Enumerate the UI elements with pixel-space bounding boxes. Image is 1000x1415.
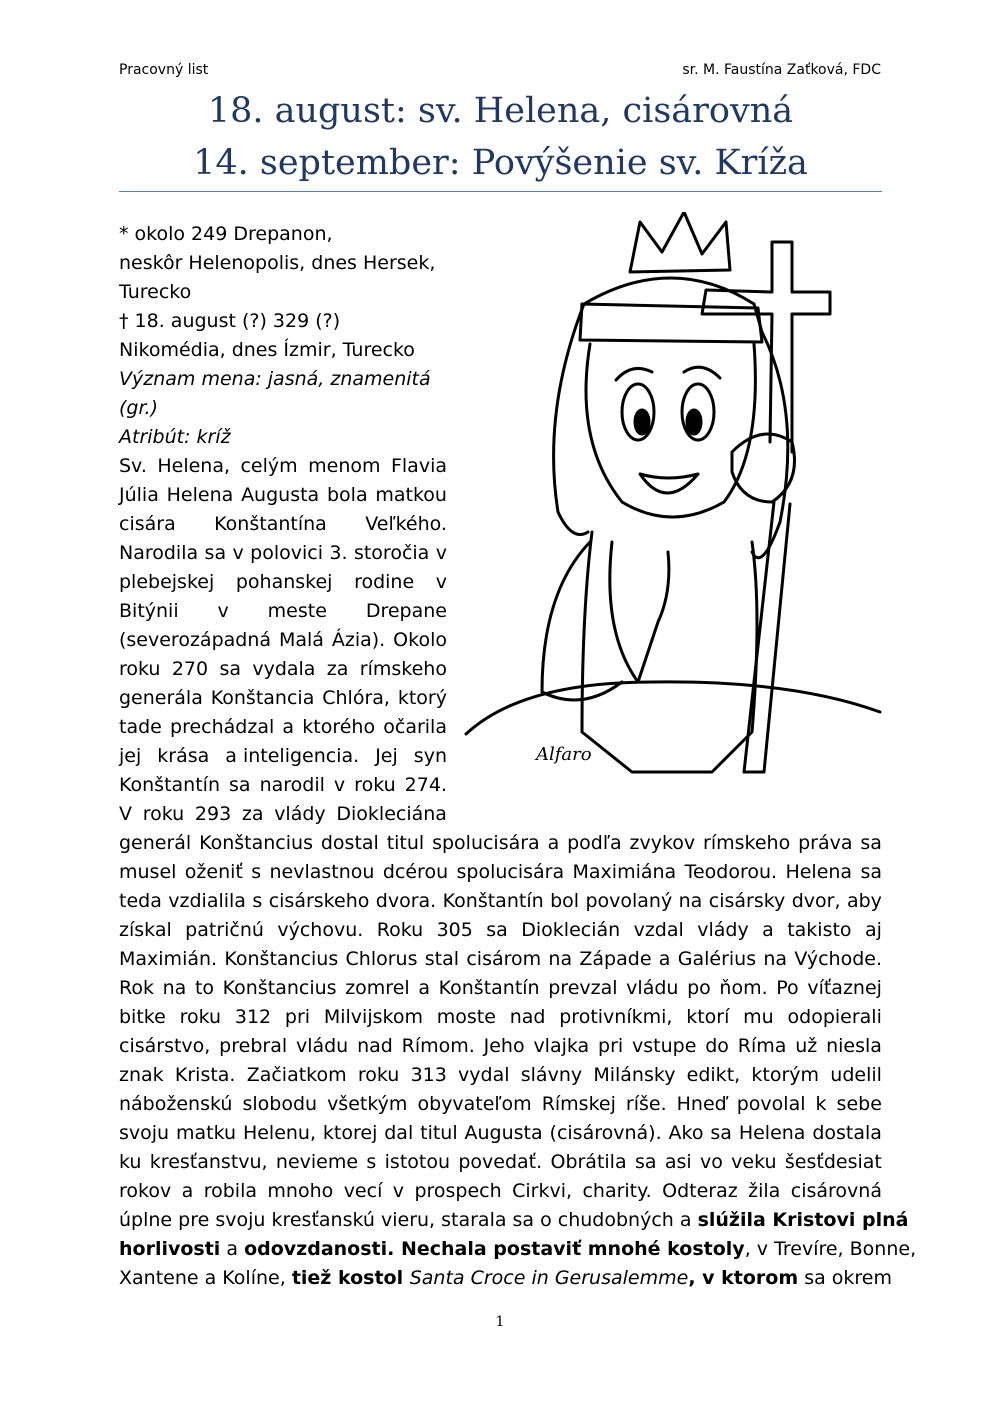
narrow-line bbox=[119, 771, 447, 800]
word: cisárovná bbox=[790, 1180, 882, 1202]
word: dvor, bbox=[791, 890, 841, 912]
word: Helena bbox=[785, 861, 853, 883]
narrow-line bbox=[119, 481, 447, 510]
word: k bbox=[815, 1093, 827, 1115]
word: vládu bbox=[626, 977, 679, 999]
word: niesla bbox=[826, 1035, 882, 1057]
word: Rímskej bbox=[541, 1093, 616, 1115]
word: zomrel bbox=[345, 977, 410, 999]
word: Konštantín bbox=[442, 890, 544, 912]
word: vecí bbox=[343, 1180, 383, 1202]
word: Po bbox=[776, 977, 799, 999]
text-line bbox=[119, 1003, 882, 1032]
word: výchovu. bbox=[277, 919, 364, 941]
word: slobodu bbox=[242, 1093, 318, 1115]
word: znak bbox=[119, 1064, 164, 1086]
word: v bbox=[333, 774, 346, 796]
word: bitke bbox=[119, 1006, 166, 1028]
word: nad bbox=[509, 1006, 546, 1028]
word: nevieme bbox=[275, 1151, 359, 1173]
word: na bbox=[763, 948, 788, 970]
word: cisárskeho bbox=[268, 890, 370, 912]
narrow-line bbox=[119, 539, 447, 568]
word: aj bbox=[864, 919, 882, 941]
word: na bbox=[678, 890, 703, 912]
word: Ázia). bbox=[331, 629, 386, 651]
word: Helena bbox=[166, 484, 234, 506]
text-line bbox=[119, 1148, 882, 1177]
word: sa bbox=[634, 1151, 657, 1173]
word: polovici bbox=[250, 542, 323, 564]
death-line-2: Nikomédia, dnes Ízmir, Turecko bbox=[119, 339, 415, 361]
word: ktorej bbox=[322, 1122, 378, 1144]
word: (severozápadná bbox=[119, 629, 272, 651]
text-line-15 bbox=[119, 1235, 917, 1264]
word: vydal bbox=[458, 1064, 510, 1086]
word: Flavia bbox=[390, 455, 447, 477]
word: Ako bbox=[668, 1122, 704, 1144]
word: rodine bbox=[354, 571, 415, 593]
word: sa bbox=[710, 1122, 732, 1144]
line15-bold-1: horlivosti bbox=[119, 1238, 221, 1260]
word: povedať. bbox=[458, 1151, 543, 1173]
word: cisársky bbox=[708, 890, 786, 912]
word: Dioklecián bbox=[521, 919, 621, 941]
word: a bbox=[418, 977, 430, 999]
word: zvykov bbox=[629, 832, 696, 854]
word: ňom. bbox=[719, 977, 768, 999]
word: Cirkvi, bbox=[512, 1180, 573, 1202]
word: sa bbox=[860, 861, 882, 883]
word: sa bbox=[860, 832, 882, 854]
word: roku bbox=[119, 658, 161, 680]
word: a bbox=[282, 716, 295, 738]
line14-bold: slúžila Kristovi plná bbox=[697, 1209, 909, 1231]
birth-line-2: neskôr Helenopolis, dnes Hersek, bbox=[119, 252, 436, 274]
word: (cisárovná). bbox=[549, 1122, 662, 1144]
word: s bbox=[252, 890, 263, 912]
st-helena-illustration bbox=[462, 212, 882, 802]
word: patričnú bbox=[185, 919, 264, 941]
word: ktorý bbox=[397, 687, 447, 709]
word: očarila bbox=[383, 716, 447, 738]
word: narodil bbox=[259, 774, 325, 796]
line15-text-2: , v Trevíre, Bonne, bbox=[744, 1238, 917, 1260]
word: Obrátila bbox=[550, 1151, 627, 1173]
word: robila bbox=[203, 1180, 257, 1202]
word: v bbox=[435, 542, 447, 564]
word: 3. bbox=[329, 542, 348, 564]
word: sebe bbox=[836, 1093, 882, 1115]
word: roku bbox=[179, 1006, 222, 1028]
word: Malá bbox=[278, 629, 324, 651]
word: dostala bbox=[812, 1122, 882, 1144]
word: prebral bbox=[219, 1035, 288, 1057]
word: vo bbox=[699, 1151, 723, 1173]
word: dcérou bbox=[382, 861, 449, 883]
word: Rímom. bbox=[401, 1035, 475, 1057]
word: bola bbox=[326, 484, 368, 506]
word: Diokleciána bbox=[336, 803, 447, 825]
word: Konštancia bbox=[210, 687, 315, 709]
word: Augusta bbox=[464, 1122, 543, 1144]
word: v bbox=[217, 600, 229, 622]
word: 312 bbox=[234, 1006, 272, 1028]
text-line bbox=[119, 1119, 882, 1148]
page-number: 1 bbox=[495, 1314, 505, 1330]
word: storočia bbox=[353, 542, 430, 564]
word: Milánsky bbox=[593, 1064, 676, 1086]
word: ktorým bbox=[751, 1064, 820, 1086]
word: titul bbox=[420, 1122, 458, 1144]
word: generála bbox=[119, 687, 203, 709]
word: ku bbox=[119, 1151, 142, 1173]
word: moste bbox=[436, 1006, 496, 1028]
word: Veľkého. bbox=[365, 513, 447, 535]
narrow-line bbox=[119, 452, 447, 481]
line14-text: úplne pre svoju kresťanskú vieru, starala sa o chudobných a bbox=[119, 1209, 698, 1231]
word: za bbox=[326, 658, 349, 680]
word: mnoho bbox=[267, 1180, 334, 1202]
facts-block bbox=[119, 220, 459, 452]
word: Rok bbox=[119, 977, 154, 999]
word: vlády bbox=[697, 919, 749, 941]
word: žila bbox=[748, 1180, 781, 1202]
word: Helena bbox=[738, 1122, 806, 1144]
word: syn bbox=[413, 745, 447, 767]
word: edikt, bbox=[686, 1064, 741, 1086]
word: Sv. bbox=[119, 455, 147, 477]
word: rokov bbox=[119, 1180, 172, 1202]
word: menom bbox=[308, 455, 381, 477]
word: kresťanstvu, bbox=[149, 1151, 268, 1173]
word: Helenu, bbox=[242, 1122, 317, 1144]
word: nevlastnou bbox=[269, 861, 375, 883]
word: sa bbox=[229, 774, 251, 796]
word: do bbox=[705, 1035, 729, 1057]
word: roku bbox=[142, 803, 185, 825]
line16-bold-2: , v ktorom bbox=[688, 1267, 799, 1289]
word: rímskeho bbox=[359, 658, 447, 680]
birth-line-3: Turecko bbox=[119, 281, 192, 303]
word: sa bbox=[486, 919, 508, 941]
word: sa bbox=[219, 658, 241, 680]
word: Konštancius bbox=[222, 977, 337, 999]
line15-text-1: a bbox=[220, 1238, 245, 1260]
word: oženiť bbox=[184, 861, 243, 883]
word: V bbox=[119, 803, 132, 825]
word: udelil bbox=[830, 1064, 882, 1086]
word: Hneď bbox=[676, 1093, 727, 1115]
headband bbox=[580, 304, 762, 342]
word: Konštantín bbox=[119, 774, 220, 796]
word: podľa bbox=[567, 832, 622, 854]
word: nad bbox=[357, 1035, 393, 1057]
word: matkou bbox=[375, 484, 447, 506]
word: jej bbox=[119, 745, 142, 767]
word: povolal bbox=[736, 1093, 806, 1115]
word: pohanskej bbox=[235, 571, 333, 593]
word: Maximián. bbox=[119, 948, 218, 970]
word: v bbox=[392, 1180, 405, 1202]
word: svoju bbox=[119, 1122, 170, 1144]
word: asi bbox=[664, 1151, 692, 1173]
word: Konštancius bbox=[199, 832, 313, 854]
word: Začiatkom bbox=[246, 1064, 347, 1086]
word: to bbox=[194, 977, 215, 999]
word: spolucisára bbox=[456, 861, 565, 883]
word: vládu bbox=[295, 1035, 349, 1057]
word: vzdialila bbox=[168, 890, 246, 912]
word: Okolo bbox=[393, 629, 447, 651]
text-line bbox=[119, 974, 882, 1003]
word: Chlóra, bbox=[322, 687, 390, 709]
text-line bbox=[119, 1032, 882, 1061]
word: aby bbox=[846, 890, 882, 912]
word: získal bbox=[119, 919, 172, 941]
title-line-1: 18. august: sv. Helena, cisárovná bbox=[207, 91, 794, 131]
face bbox=[586, 344, 755, 517]
line16-text-2: sa okrem bbox=[798, 1267, 892, 1289]
word: Narodila bbox=[119, 542, 199, 564]
word: po bbox=[687, 977, 711, 999]
attribute-line: Atribút: kríž bbox=[119, 426, 231, 448]
word: plebejskej bbox=[119, 571, 215, 593]
signature: Alfaro bbox=[536, 744, 592, 765]
word: ktorého bbox=[302, 716, 376, 738]
word: celým bbox=[240, 455, 298, 477]
word: vydala bbox=[252, 658, 316, 680]
word: s bbox=[366, 1151, 377, 1173]
narrow-line bbox=[119, 626, 447, 655]
text-line bbox=[119, 916, 882, 945]
word: všetkým bbox=[327, 1093, 408, 1115]
word: na bbox=[162, 977, 187, 999]
word: Ríma bbox=[737, 1035, 787, 1057]
word: musel bbox=[119, 861, 177, 883]
meaning-line-2: (gr.) bbox=[119, 397, 158, 419]
word: vlajka bbox=[533, 1035, 590, 1057]
narrow-line bbox=[119, 800, 447, 829]
death-line-1: † 18. august (?) 329 (?) bbox=[119, 310, 341, 332]
mouth bbox=[640, 474, 698, 493]
word: vzdal bbox=[633, 919, 684, 941]
ground-line bbox=[466, 682, 880, 734]
word: cisára bbox=[119, 513, 176, 535]
word: odopierali bbox=[787, 1006, 882, 1028]
narrow-line bbox=[119, 510, 447, 539]
word: Milvijskom bbox=[323, 1006, 423, 1028]
title-line-2: 14. september: Povýšenie sv. Kríža bbox=[193, 143, 808, 183]
header-left: Pracovný list bbox=[119, 62, 209, 78]
word: 313 bbox=[410, 1064, 447, 1086]
word: vstupe bbox=[632, 1035, 697, 1057]
word: šesťdesiat bbox=[784, 1151, 882, 1173]
word: meste bbox=[267, 600, 327, 622]
narrow-line bbox=[119, 684, 447, 713]
word: a bbox=[181, 1180, 194, 1202]
word: stal bbox=[424, 948, 460, 970]
word: víťaznej bbox=[807, 977, 882, 999]
word: v bbox=[232, 542, 244, 564]
word: za bbox=[241, 803, 264, 825]
word: prevzal bbox=[548, 977, 618, 999]
line16-italic: Santa Croce in Gerusalemme bbox=[409, 1267, 689, 1289]
word: takisto bbox=[787, 919, 852, 941]
word: cisárom bbox=[466, 948, 542, 970]
text-line bbox=[119, 945, 882, 974]
word: Východe. bbox=[794, 948, 882, 970]
crown bbox=[630, 212, 730, 272]
word: Maximiána bbox=[572, 861, 677, 883]
text-line-16 bbox=[119, 1264, 892, 1293]
narrow-line bbox=[119, 713, 447, 742]
word: istotou bbox=[384, 1151, 451, 1173]
title-rule bbox=[119, 191, 882, 192]
word: rímskeho bbox=[703, 832, 791, 854]
word: 274. bbox=[404, 774, 447, 796]
word: s bbox=[251, 861, 262, 883]
word: a bbox=[547, 832, 560, 854]
word: Roku bbox=[376, 919, 424, 941]
word: Krista. bbox=[174, 1064, 236, 1086]
word: na bbox=[548, 948, 573, 970]
birth-line-1: * okolo 249 Drepanon, bbox=[119, 223, 333, 245]
narrow-line bbox=[119, 568, 447, 597]
word: slávny bbox=[520, 1064, 583, 1086]
narrow-line bbox=[119, 597, 447, 626]
word: dal bbox=[384, 1122, 414, 1144]
word: Konštantína bbox=[214, 513, 327, 535]
word: roku bbox=[354, 774, 396, 796]
word: spolucisára bbox=[432, 832, 540, 854]
word: Jeho bbox=[483, 1035, 525, 1057]
word: a bbox=[658, 948, 671, 970]
word: ktorí bbox=[686, 1006, 730, 1028]
word: Jej bbox=[375, 745, 398, 767]
narrow-paragraph bbox=[119, 452, 447, 829]
word: 270 bbox=[171, 658, 209, 680]
word: práva bbox=[798, 832, 853, 854]
meaning-line-1: Význam mena: jasná, znamenitá bbox=[119, 368, 431, 390]
word: Helena, bbox=[157, 455, 231, 477]
word: Konštancius bbox=[224, 948, 339, 970]
line16-bold-1: tiež kostol bbox=[291, 1267, 410, 1289]
word: Bitýnii bbox=[119, 600, 179, 622]
text-line-14 bbox=[119, 1206, 909, 1235]
text-line bbox=[119, 887, 882, 916]
word: Západe bbox=[579, 948, 652, 970]
word: veku bbox=[731, 1151, 777, 1173]
word: generál bbox=[119, 832, 192, 854]
word: Galérius bbox=[677, 948, 757, 970]
word: sa bbox=[204, 542, 227, 564]
word: v bbox=[435, 571, 447, 593]
full-paragraph bbox=[119, 829, 917, 1293]
text-line bbox=[119, 1090, 882, 1119]
word: už bbox=[795, 1035, 818, 1057]
text-line bbox=[119, 1061, 882, 1090]
word: Drepane bbox=[365, 600, 447, 622]
word: prospech bbox=[414, 1180, 502, 1202]
word: pri bbox=[284, 1006, 311, 1028]
word: náboženskú bbox=[119, 1093, 233, 1115]
word: bol bbox=[550, 890, 580, 912]
text-line bbox=[119, 829, 882, 858]
word: povolaný bbox=[585, 890, 673, 912]
word: titul bbox=[386, 832, 425, 854]
word: Júlia bbox=[119, 484, 159, 506]
line15-bold-2: odovzdanosti. Nechala postaviť mnohé kostoly bbox=[244, 1238, 745, 1260]
word: teda bbox=[119, 890, 162, 912]
word: Chlorus bbox=[345, 948, 418, 970]
narrow-line bbox=[119, 742, 447, 771]
narrow-line bbox=[119, 655, 447, 684]
word: dostal bbox=[320, 832, 379, 854]
word: Augusta bbox=[241, 484, 320, 506]
word: protivníkmi, bbox=[559, 1006, 673, 1028]
line16-text-1: Xantene a Kolíne, bbox=[119, 1267, 292, 1289]
word: Teodorou. bbox=[684, 861, 778, 883]
word: pri bbox=[598, 1035, 624, 1057]
header-right: sr. M. Faustína Zaťková, FDC bbox=[682, 62, 881, 78]
word: Konštantín bbox=[438, 977, 540, 999]
word: 293 bbox=[194, 803, 232, 825]
word: roku bbox=[357, 1064, 400, 1086]
word: dvora. bbox=[375, 890, 437, 912]
word: 305 bbox=[436, 919, 473, 941]
word: charity. bbox=[582, 1180, 652, 1202]
word: a inteligencia. bbox=[225, 745, 360, 767]
word: Odteraz bbox=[662, 1180, 738, 1202]
word: krása bbox=[157, 745, 210, 767]
word: obyvateľom bbox=[417, 1093, 532, 1115]
word: ríše. bbox=[625, 1093, 667, 1115]
text-line bbox=[119, 858, 882, 887]
word: matku bbox=[175, 1122, 237, 1144]
word: prechádzal bbox=[170, 716, 275, 738]
text-line bbox=[119, 1177, 882, 1206]
word: tade bbox=[119, 716, 162, 738]
word: vlády bbox=[274, 803, 326, 825]
word: a bbox=[762, 919, 774, 941]
word: cisárstvo, bbox=[119, 1035, 211, 1057]
word: mu bbox=[743, 1006, 774, 1028]
